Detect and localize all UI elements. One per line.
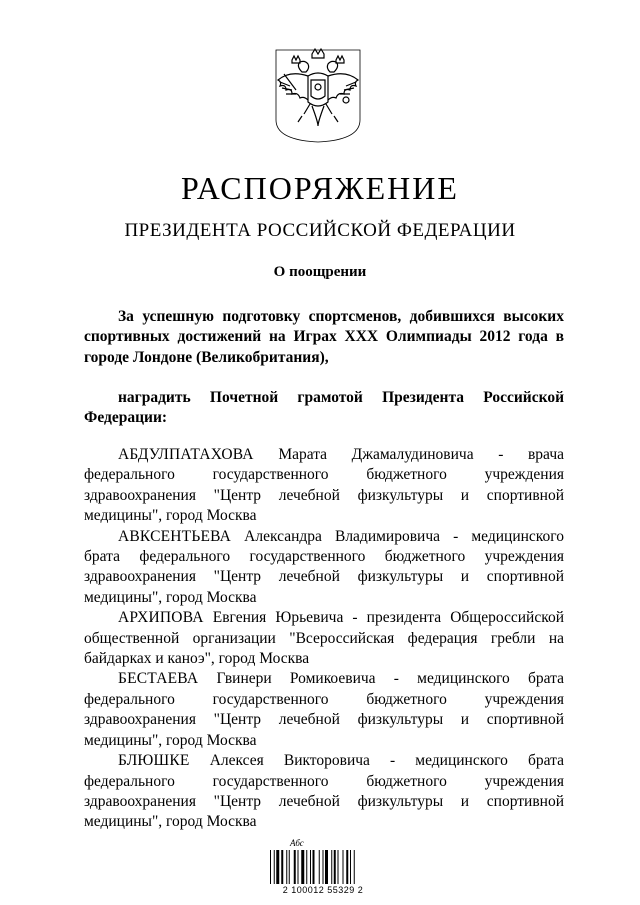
recipient-details: Гвинери Ромикоевича - медицинского брата федерального государственного бюджетного учреждения здравоохранения "Центр лечебной физкультуры и спортивной медицины", город Москва [84,670,564,749]
barcode-bar [323,850,324,884]
barcode-bar [343,850,344,884]
recipient-details: Александра Владимировича - медицинского брата федерального государственного бюджетного учреждения здравоохранения "Центр лечебной физкультуры и спортивной медицины", город Москва [84,527,564,606]
barcode-icon [268,850,378,884]
recipient-list [84,445,564,833]
barcode-bar [301,850,304,884]
barcode-bar [346,850,348,884]
recipient-details: Марата Джамалудиновича - врача федерального государственного бюджетного учреждения здравоохранения "Центр лечебной физкультуры и спортивной медицины", город Москва [84,446,564,525]
barcode-bar [281,850,283,884]
recipient-surname: БЕСТАЕВА [118,670,199,688]
barcode-bar [274,850,275,884]
recipient-item [84,527,564,609]
barcode-bar [270,850,271,884]
barcode-bar [331,850,332,884]
recipient-item [84,669,564,751]
barcode-mark: Абс [290,838,304,848]
barcode-bar [298,850,299,884]
coat-of-arms-icon [272,46,364,144]
barcode-bar [325,850,328,884]
document-subtitle: ПРЕЗИДЕНТА РОССИЙСКОЙ ФЕДЕРАЦИИ [124,220,516,241]
document-title: РАСПОРЯЖЕНИЕ [181,170,459,206]
document-heading-about: О поощрении [273,264,367,280]
barcode-bar [310,850,311,884]
barcode-area [268,838,378,898]
barcode-bar [313,850,315,884]
recipient-surname: АБДУЛПАТАХОВА [118,446,254,463]
barcode-bar [306,850,307,884]
barcode-number: 2 100012 55329 2 [282,885,364,895]
barcode-bar [294,850,296,884]
barcode-bar [289,850,290,884]
recipient-item [84,608,564,669]
barcode-bar [354,850,355,884]
recipient-surname: БЛЮШКЕ [118,752,190,770]
recipient-item [84,751,564,833]
barcode-bar [334,850,336,884]
barcode-bar [319,850,320,884]
barcode-bar [286,850,287,884]
barcode-bar [338,850,339,884]
recipient-surname: АВКСЕНТЬЕВА [118,527,232,545]
award-paragraph: наградить Почетной грамотой Президента Российской Федерации: [84,389,564,427]
recipient-item [84,445,564,527]
barcode-bar [350,850,351,884]
recipient-details: Алексея Викторовича - медицинского брата федерального государственного бюджетного учреждения здравоохранения "Центр лечебной физкультуры и спортивной медицины", город Москва [84,752,564,831]
recipient-surname: АРХИПОВА [118,609,204,627]
barcode-bar [276,850,279,884]
recipient-details: Евгения Юрьевича - президента Общероссийской общественной организации "Всероссийская федерация гребли на байдарках и каноэ", город Москва [84,609,565,668]
preamble-paragraph: За успешную подготовку спортсменов, добившихся высоких спортивных достижений на Играх XXX Олимпиады 2012 года в городе Лондоне (Великобритания), [84,308,564,366]
